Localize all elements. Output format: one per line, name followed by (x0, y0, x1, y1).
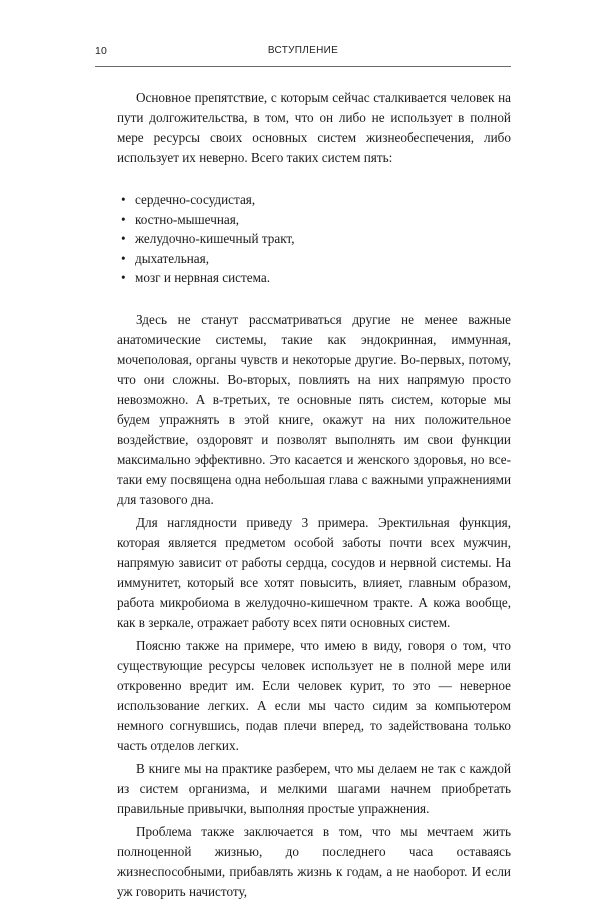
paragraph-examples: Для наглядности приведу 3 примера. Эректильная функция, которая является предметом особой заботы почти всех мужчин, напрямую зависит от работы сердца, сосудов и нервной системы. На иммунитет, который все хотят повысить, влияет, главным образом, работа микробиома в желудочно-кишечном тракте. А кожа вообще, как в зеркале, отражает работу всех пяти основных систем. (117, 514, 511, 630)
list-item (121, 249, 511, 269)
list-item (121, 210, 511, 230)
header-rule (95, 66, 511, 67)
list-item-label: сердечно-сосудистая, (135, 192, 256, 207)
running-head: ВСТУПЛЕНИЕ (267, 45, 339, 56)
paragraph-problem: Проблема также заключается в том, что мы мечтаем жить полноценной жизнью, до последнего часа оставаясь жизнеспособными, прибавлять жизнь к годам, а не наоборот. И если уж говорить начистоту, (117, 823, 511, 899)
list-item (121, 268, 511, 288)
list-item (121, 229, 511, 249)
page-number: 10 (95, 45, 108, 57)
bullet-icon: • (121, 211, 126, 227)
list-item-label: желудочно-кишечный тракт, (135, 231, 295, 246)
list-item-label: мозг и нервная система. (135, 270, 270, 285)
list-item-label: дыхательная, (135, 250, 209, 266)
list-item (121, 190, 511, 210)
body-text (117, 88, 511, 902)
list-item-label: костно-мышечная, (135, 211, 240, 227)
systems-list (117, 190, 511, 288)
paragraph-explanation: Поясню также на примере, что имею в виду, говоря о том, что существующие ресурсы человек использует не в полной мере или откровенно вредит им. Если человек курит, то это — неверное использование легких. А если мы часто сидим за компьютером немного согнувшись, подав плечи вперед, то задействована только часть отделов легких. (117, 637, 511, 753)
paragraph-intro: Основное препятствие, с которым сейчас сталкивается человек на пути долгожительства, в том, что он либо не использует в полной мере ресурсы своих основных систем жизнеобеспечения, либо использует их неверно. Всего таких систем пять: (117, 90, 511, 165)
bullet-icon: • (121, 231, 126, 246)
bullet-icon: • (121, 270, 126, 285)
paragraph-practice: В книге мы на практике разберем, что мы делаем не так с каждой из систем организма, и мелкими шагами начнем приобретать правильные привычки, выполняя простые упражнения. (117, 760, 511, 816)
page-header (95, 41, 511, 63)
paragraph-other-systems: Здесь не станут рассматриваться другие не менее важные анатомические системы, такие как эндокринная, иммунная, мочеполовая, органы чувств и некоторые другие. Во-первых, потому, что они сложны. Во-вторых, повлиять на них напрямую просто невозможно. А в-третьих, те основные пять систем, которые мы будем упражнять в этой книге, окажут на них положительное воздействие, оздоровят и позволят выполнять им свои функции максимально эффективно. Это касается и женского здоровья, но все-таки ему посвящена одна небольшая глава с важными упражнениями для тазового дна. (117, 311, 511, 507)
bullet-icon: • (121, 250, 126, 266)
bullet-icon: • (121, 192, 126, 207)
